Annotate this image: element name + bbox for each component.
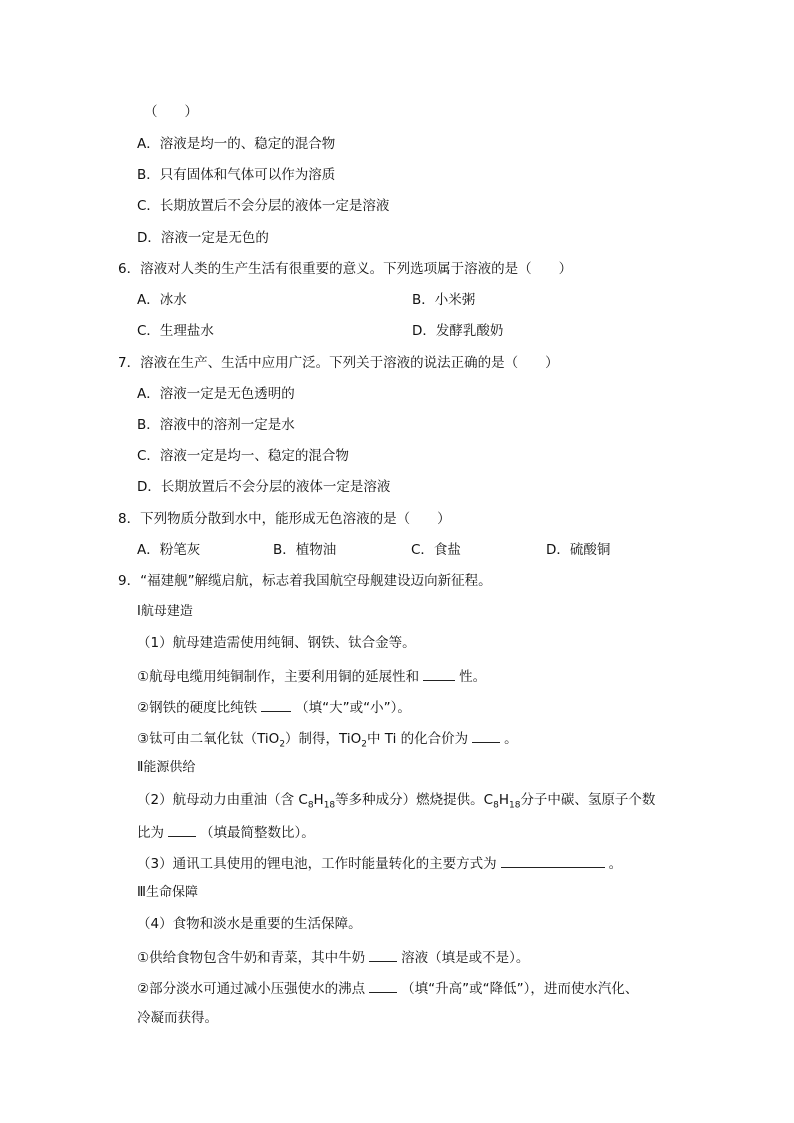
q9-part1-item1 [137,666,486,686]
q5-option-c: C．长期放置后不会分层的液体一定是溶液 [137,198,390,214]
q7-option-d: D．长期放置后不会分层的液体一定是溶液 [137,479,391,495]
q8-option-a: A．粉笔灰 [137,542,201,558]
q9-part2-tail: 分子中碳、氢原子个数 [520,792,656,808]
q9-part2-h2: H [498,792,509,808]
answer-blank-2[interactable] [261,697,291,712]
q9-part1-item2 [137,697,411,717]
q9-part1-item3-end: 。 [504,731,518,747]
subscript: 8 [307,800,314,811]
q9-part1-item3-mid: ）制得，TiO [285,731,362,747]
q9-part1-item3-text: ③钛可由二氧化钛（TiO [137,731,280,747]
answer-blank-3[interactable] [472,728,500,743]
q9-part2-text: （2）航母动力由重油（含 C [137,792,308,808]
subscript: 8 [493,800,499,811]
q9-part1-item1-text: ①航母电缆用纯铜制作，主要利用铜的延展性和 [137,669,420,685]
q8-stem: 8．下列物质分散到水中，能形成无色溶液的是（ ） [118,511,451,527]
q9-part3-text: （3）通讯工具使用的锂电池，工作时能量转化的主要方式为 [137,856,497,872]
q7-option-c: C．溶液一定是均一、稳定的混合物 [137,448,349,464]
q6-option-a: A．冰水 [137,292,187,308]
q5-option-b: B．只有固体和气体可以作为溶质 [137,167,336,183]
q9-part2-line2-text: 比为 [137,825,164,841]
subscript: 2 [279,739,286,750]
q9-stem: 9．“福建舰”解缆启航，标志着我国航空母舰建设迈向新征程。 [118,573,492,589]
q6-option-c: C．生理盐水 [137,323,214,339]
q9-part2-line2 [137,822,315,842]
subscript: 2 [361,739,367,750]
q9-part2-h: H [313,792,324,808]
q9-part4-item2-text: ②部分淡水可通过减小压强使水的沸点 [137,981,366,997]
q9-part1-item3-tail: 中 Ti 的化合价为 [367,731,469,747]
q8-option-b: B．植物油 [273,542,337,558]
q9-part3 [137,853,622,873]
answer-blank-6[interactable] [369,947,397,962]
answer-blank-1[interactable] [423,666,455,681]
q9-part4-item2-tail: （填“升高”或“降低”），进而使水汽化、 [401,981,639,997]
q9-part4-item2-cont: 冷凝而获得。 [137,1010,218,1026]
q9-part1-item1-tail: 性。 [459,669,487,685]
q7-stem: 7．溶液在生产、生活中应用广泛。下列关于溶液的说法正确的是（ ） [118,355,559,371]
q9-part2-stem [137,791,655,809]
q7-option-a: A．溶液一定是无色透明的 [137,386,295,402]
section-heading-life-support: Ⅲ生命保障 [137,885,198,900]
answer-blank-4[interactable] [168,822,196,837]
q9-part2-mid: 等多种成分）燃烧提供。C [335,792,494,808]
q5-option-a: A．溶液是均一的、稳定的混合物 [137,136,336,152]
q8-option-c: C．食盐 [411,542,461,558]
q5-option-d: D．溶液一定是无色的 [137,230,269,246]
q7-option-b: B．溶液中的溶剂一定是水 [137,417,295,433]
q6-stem: 6．溶液对人类的生产生活有很重要的意义。下列选项属于溶液的是（ ） [118,261,573,277]
q9-part1-item3 [137,728,518,748]
subscript: 18 [508,800,521,811]
q5-paren: （ ） [144,104,198,120]
q8-option-d: D．硫酸铜 [546,542,611,558]
q9-part1-stem: （1）航母建造需使用纯铜、钢铁、钛合金等。 [137,635,416,651]
section-heading-energy: Ⅱ能源供给 [137,760,196,775]
q9-part4-item1-text: ①供给食物包含牛奶和青菜，其中牛奶 [137,950,366,966]
q9-part3-tail: 。 [608,856,623,872]
q9-part4-item1 [137,947,529,967]
q9-part4-stem: （4）食物和淡水是重要的生活保障。 [137,916,362,932]
q6-option-d: D．发酵乳酸奶 [412,323,504,339]
q9-part4-item1-tail: 溶液（填是或不是）。 [401,950,530,966]
subscript: 18 [323,800,336,811]
answer-blank-7[interactable] [369,978,397,993]
q9-part2-line2-tail: （填最简整数比）。 [200,825,315,841]
q9-part1-item2-tail: （填“大”或“小”）。 [295,700,411,716]
q6-option-b: B．小米粥 [412,292,476,308]
q9-part1-item2-text: ②钢铁的硬度比纯铁 [137,700,258,716]
answer-blank-5[interactable] [501,853,605,868]
q9-part4-item2 [137,978,638,998]
section-heading-construction: Ⅰ航母建造 [137,604,193,619]
